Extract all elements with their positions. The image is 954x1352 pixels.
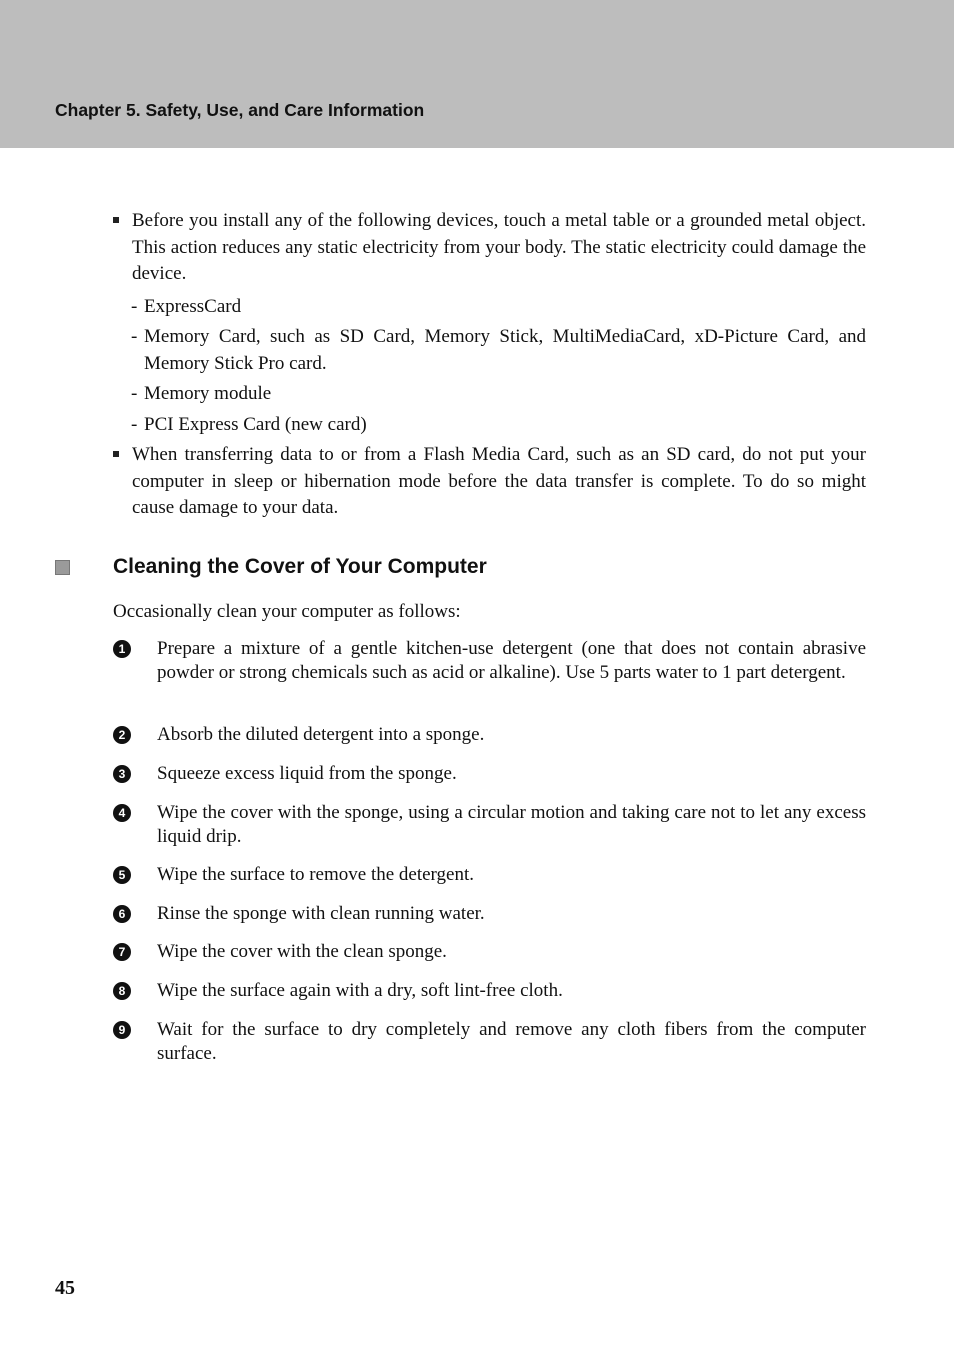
step-text: Absorb the diluted detergent into a sponge.: [157, 724, 485, 745]
step-number-icon: 6: [113, 905, 131, 923]
step-number-icon: 7: [113, 943, 131, 961]
dash-marker: -: [131, 383, 138, 404]
device-list-item: [131, 324, 866, 377]
section-intro: Occasionally clean your computer as follows:: [113, 601, 461, 622]
step-number-icon: 8: [113, 982, 131, 1000]
step-number-icon: 4: [113, 804, 131, 822]
step-number-icon: 2: [113, 726, 131, 744]
device-list-item: [131, 381, 866, 408]
step-text: Wipe the surface again with a dry, soft lint-free cloth.: [157, 980, 563, 1001]
bullet-item: [113, 442, 866, 522]
device-text: PCI Express Card (new card): [144, 414, 367, 435]
step-item: [113, 863, 866, 887]
dash-marker: -: [131, 414, 138, 435]
step-text: Wipe the surface to remove the detergent.: [157, 864, 474, 885]
step-text: Rinse the sponge with clean running water.: [157, 903, 485, 924]
step-number-icon: 1: [113, 640, 131, 658]
device-text: Memory module: [144, 383, 272, 404]
step-text: Wipe the cover with the clean sponge.: [157, 941, 447, 962]
step-item: [113, 1018, 866, 1066]
bullet-item: [113, 208, 866, 288]
step-number-icon: 3: [113, 765, 131, 783]
step-text: Squeeze excess liquid from the sponge.: [157, 763, 457, 784]
bullet-text: When transferring data to or from a Flash Media Card, such as an SD card, do not put your computer in sleep or hibernation mode before the data transfer is complete. To do so might cause damage to your data.: [132, 444, 866, 518]
device-text: ExpressCard: [144, 296, 242, 317]
dash-marker: -: [131, 296, 138, 317]
step-item: [113, 637, 866, 685]
page-header: [0, 0, 954, 148]
device-list-item: [131, 294, 866, 321]
square-bullet-icon: [113, 217, 119, 223]
step-number-icon: 5: [113, 866, 131, 884]
step-item: [113, 940, 866, 964]
device-text: Memory Card, such as SD Card, Memory Stick, MultiMediaCard, xD-Picture Card, and Memory Stick Pro card.: [144, 326, 866, 374]
step-item: [113, 762, 866, 786]
bullet-text: Before you install any of the following devices, touch a metal table or a grounded metal object. This action reduces any static electricity from your body. The static electricity could damage the device.: [132, 210, 866, 284]
step-item: [113, 723, 866, 747]
page-number: 45: [55, 1277, 75, 1299]
step-number-icon: 9: [113, 1021, 131, 1039]
chapter-title: Chapter 5. Safety, Use, and Care Information: [55, 100, 425, 120]
step-text: Prepare a mixture of a gentle kitchen-use detergent (one that does not contain abrasive powder or strong chemicals such as acid or alkaline). Use 5 parts water to 1 part detergent.: [157, 638, 866, 683]
dash-marker: -: [131, 326, 138, 347]
square-heading-icon: [55, 560, 70, 575]
square-bullet-icon: [113, 451, 119, 457]
device-list-item: [131, 412, 866, 439]
step-item: [113, 801, 866, 849]
step-text: Wipe the cover with the sponge, using a circular motion and taking care not to let any excess liquid drip.: [157, 802, 866, 847]
step-item: [113, 979, 866, 1003]
step-item: [113, 902, 866, 926]
section-title: Cleaning the Cover of Your Computer: [113, 555, 487, 578]
step-text: Wait for the surface to dry completely and remove any cloth fibers from the computer surface.: [157, 1019, 866, 1064]
